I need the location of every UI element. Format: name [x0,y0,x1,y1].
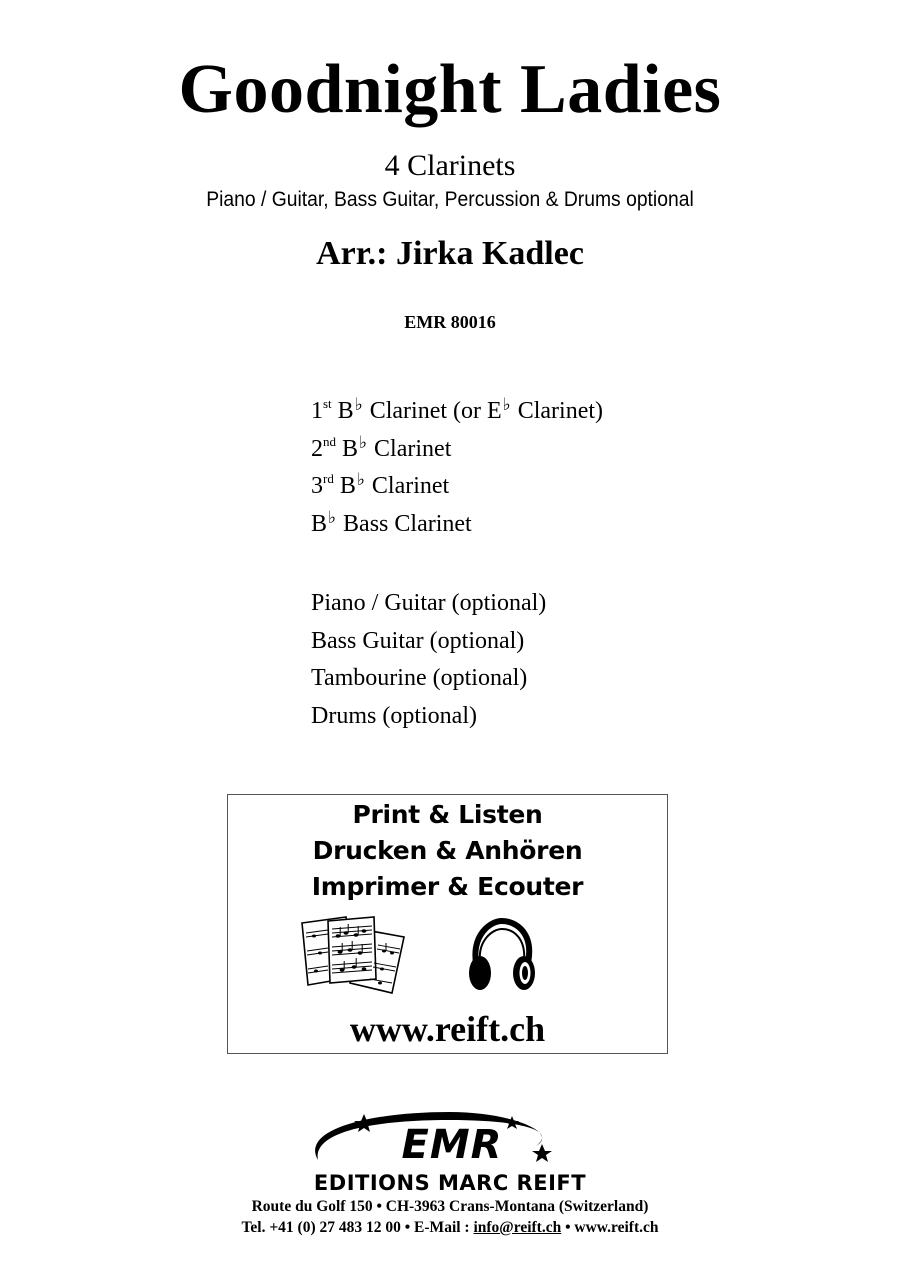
promo-url: www.reift.ch [349,1009,546,1049]
flat-symbol: ♭ [328,507,337,527]
part-name: Clarinet [365,473,450,499]
promo-line-german: Drucken & Anhören [312,836,583,865]
part-item [311,468,603,506]
part-name: Clarinet [368,435,452,462]
part-ordinal: 2 [311,435,323,462]
part-ordinal-suffix: st [323,396,332,411]
sheet-music-icon [300,915,412,997]
part-item [311,506,603,544]
parts-list-optional [311,585,546,735]
headphones-icon [466,917,538,995]
arranger-credit: Arr.: Jirka Kadlec [316,235,584,272]
part-key: B [337,398,354,424]
flat-symbol: ♭ [502,395,511,414]
part-item: Drums (optional) [311,702,477,729]
print-listen-box [227,794,668,1054]
part-item: Tambourine (optional) [311,665,528,691]
part-item: Bass Guitar (optional) [311,627,525,654]
part-key: B [311,510,328,537]
part-key: B [342,435,359,462]
contact-website: • www.reift.ch [561,1219,659,1236]
part-name: Bass Clarinet [337,510,472,537]
flat-symbol: ♭ [356,470,365,489]
part-item [311,393,603,431]
part-item: Piano / Guitar (optional) [311,590,547,616]
part-item [311,431,603,469]
flat-symbol: ♭ [359,432,368,452]
publisher-address: Route du Golf 150 • CH-3963 Crans-Montana (Switzerland) [251,1198,649,1215]
part-key: B [339,473,356,499]
svg-text:EMR: EMR [401,1122,503,1168]
catalog-number: EMR 80016 [404,312,496,332]
promo-line-french: Imprimer & Ecouter [311,872,584,901]
part-name: Clarinet (or E [363,398,502,424]
page-title: Goodnight Ladies [178,51,722,128]
email-link[interactable]: info@reift.ch [473,1219,562,1236]
emr-logo [260,1108,640,1196]
part-name-alt: Clarinet) [511,398,604,424]
part-ordinal-suffix: rd [323,471,334,486]
parts-list-main [311,393,603,543]
promo-line-english: Print & Listen [352,800,543,829]
part-ordinal: 3 [311,473,323,499]
part-ordinal-suffix: nd [323,433,336,449]
svg-text:EDITIONS MARC REIFT: EDITIONS MARC REIFT [313,1171,587,1195]
part-ordinal: 1 [311,398,323,424]
publisher-contact [0,1217,900,1238]
optional-instruments-line: Piano / Guitar, Bass Guitar, Percussion & Drums optional [206,188,694,211]
instrumentation-subtitle: 4 Clarinets [384,149,516,182]
contact-phone: Tel. +41 (0) 27 483 12 00 • E-Mail : [241,1219,474,1236]
flat-symbol: ♭ [354,395,363,414]
